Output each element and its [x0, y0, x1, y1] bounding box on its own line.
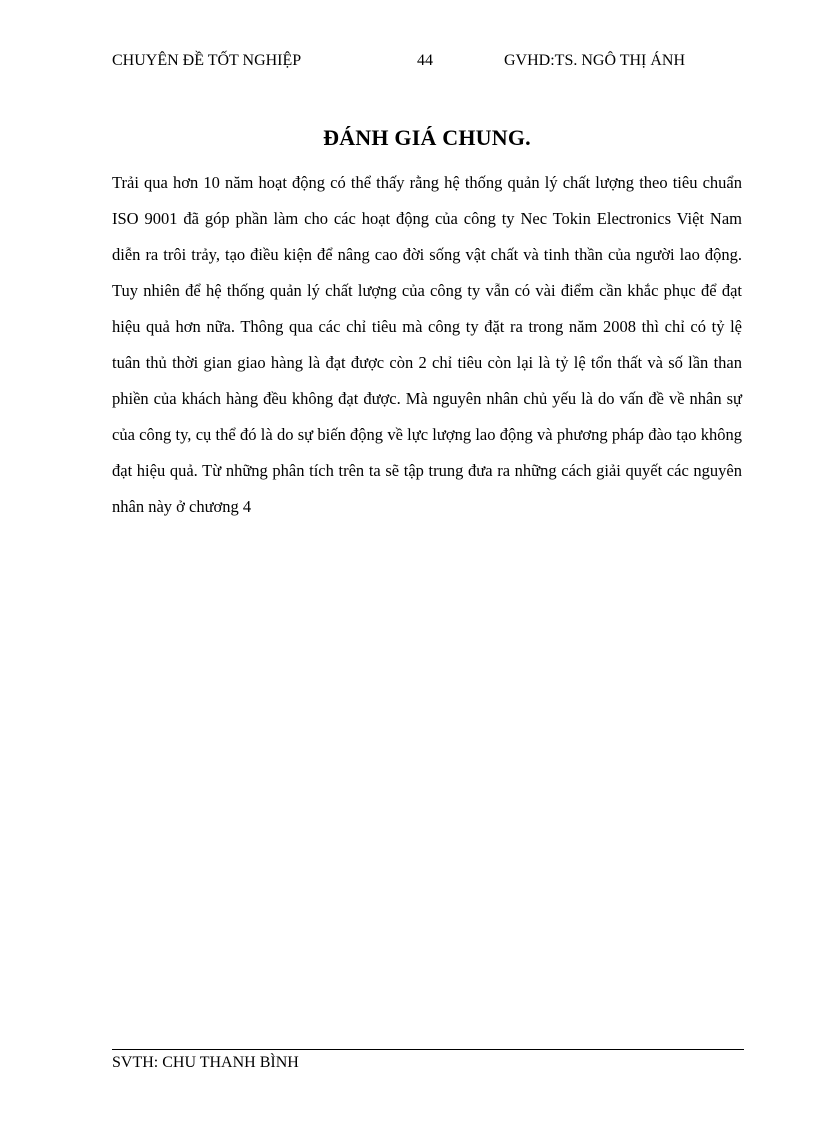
- section-title: ĐÁNH GIÁ CHUNG.: [323, 125, 531, 150]
- page-number: 44: [417, 52, 433, 69]
- page-header: [112, 52, 742, 76]
- body-paragraph: Trải qua hơn 10 năm hoạt động có thể thấy rằng hệ thống quản lý chất lượng theo tiêu chuẩn ISO 9001 đã góp phần làm cho các hoạt động của công ty Nec Tokin Electronics Việt Nam diễn ra trôi trảy, tạo điều kiện để nâng cao đời sống vật chất và tinh thần của người lao động. Tuy nhiên để hệ thống quản lý chất lượng của công ty vẫn có vài điểm cần khắc phục để đạt hiệu quả hơn nữa. Thông qua các chỉ tiêu mà công ty đặt ra trong năm 2008 thì chỉ có tỷ lệ tuân thủ thời gian giao hàng là đạt được còn 2 chỉ tiêu còn lại là tỷ lệ tổn thất và số lần than phiền của khách hàng đều không đạt được. Mà nguyên nhân chủ yếu là do vấn đề về nhân sự của công ty, cụ thể đó là do sự biến động về lực lượng lao động và phương pháp đào tạo không đạt hiệu quả. Từ những phân tích trên ta sẽ tập trung đưa ra những cách giải quyết các nguyên nhân này ở chương 4: [112, 173, 742, 516]
- header-document-type: CHUYÊN ĐỀ TỐT NGHIỆP: [112, 52, 302, 69]
- footer-divider: [112, 1049, 744, 1050]
- footer-student: SVTH: CHU THANH BÌNH: [112, 1054, 299, 1071]
- header-advisor: GVHD:TS. NGÔ THỊ ÁNH: [504, 52, 686, 69]
